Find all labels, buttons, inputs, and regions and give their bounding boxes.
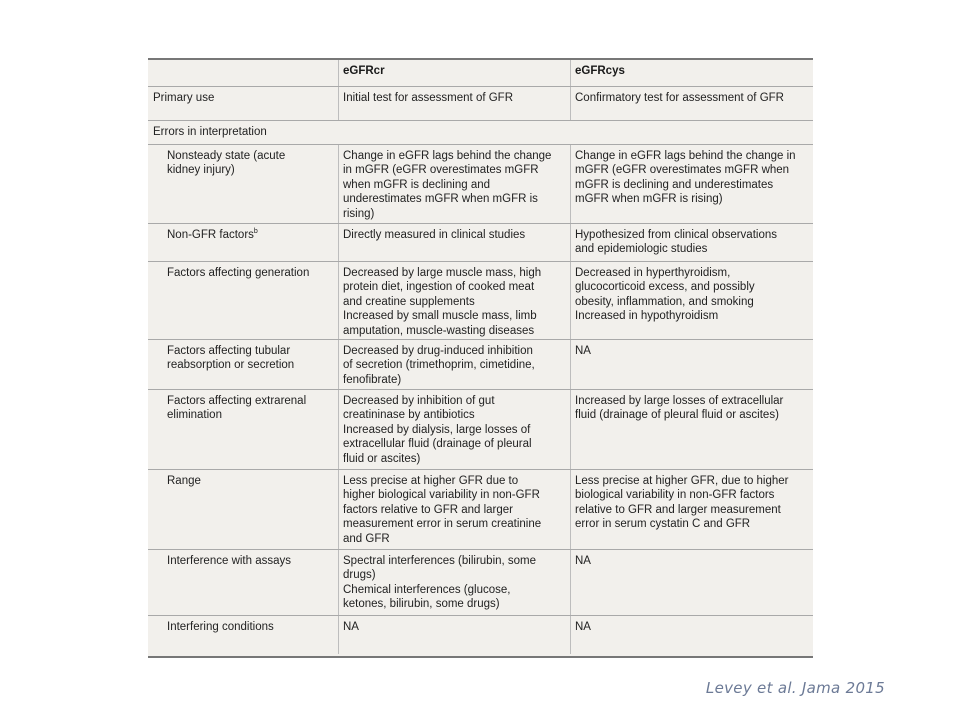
table-row	[148, 390, 813, 470]
row-egfrcr: Decreased by inhibition of gut creatininase by antibiotics Increased by dialysis, large losses of extracellular fluid (drainage of pleural fluid or ascites)	[338, 390, 570, 469]
row-egfrcr: Directly measured in clinical studies	[338, 224, 570, 261]
footnote-marker: b	[253, 228, 258, 236]
section-label: Errors in interpretation	[153, 126, 267, 138]
table-row	[148, 340, 813, 390]
row-egfrcr: Decreased by large muscle mass, high protein diet, ingestion of cooked meat and creatine supplements Increased by small muscle mass, limb amputation, muscle-wasting diseases	[338, 262, 570, 339]
row-label	[148, 224, 338, 261]
section-row	[148, 121, 813, 145]
table-row	[148, 470, 813, 550]
table-row	[148, 550, 813, 616]
table-row	[148, 224, 813, 262]
primary-use-egfrcys: Confirmatory test for assessment of GFR	[570, 87, 813, 120]
row-label: Factors affecting generation	[167, 267, 310, 279]
row-egfrcr: Spectral interferences (bilirubin, some drugs) Chemical interferences (glucose, ketones, bilirubin, some drugs)	[338, 550, 570, 615]
row-label: Interference with assays	[167, 555, 292, 567]
row-egfrcys: Less precise at higher GFR, due to higher biological variability in non-GFR factors relative to GFR and larger measurement error in serum cystatin C and GFR	[570, 470, 813, 549]
row-egfrcr: Less precise at higher GFR due to higher biological variability in non-GFR factors relative to GFR and larger measurement error in serum creatinine and GFR	[338, 470, 570, 549]
row-egfrcys: NA	[570, 616, 813, 654]
table-header-row	[148, 60, 813, 87]
comparison-table	[148, 58, 813, 658]
table-row	[148, 262, 813, 340]
row-egfrcr: NA	[338, 616, 570, 654]
row-egfrcys: Increased by large losses of extracellular fluid (drainage of pleural fluid or ascites)	[570, 390, 813, 469]
row-label-text: Non-GFR factors	[167, 229, 254, 241]
row-label: Factors affecting tubular reabsorption or secretion	[167, 345, 295, 372]
table-row	[148, 145, 813, 224]
row-label: Factors affecting extrarenal elimination	[167, 395, 307, 422]
row-egfrcr: Decreased by drug-induced inhibition of secretion (trimethoprim, cimetidine, fenofibrate)	[338, 340, 570, 389]
row-egfrcys: Decreased in hyperthyroidism, glucocorticoid excess, and possibly obesity, inflammation, and smoking Increased in hypothyroidism	[570, 262, 813, 339]
row-egfrcys: Hypothesized from clinical observations and epidemiologic studies	[570, 224, 813, 261]
row-egfrcys: NA	[570, 340, 813, 389]
row-egfrcys: Change in eGFR lags behind the change in mGFR (eGFR overestimates mGFR when mGFR is declining and underestimates mGFR when mGFR is rising)	[570, 145, 813, 223]
row-label: Interfering conditions	[167, 621, 274, 633]
table-row	[148, 616, 813, 654]
header-egfrcys: eGFRcys	[570, 60, 813, 86]
row-label: Range	[167, 475, 201, 487]
row-egfrcys: NA	[570, 550, 813, 615]
primary-use-egfrcr: Initial test for assessment of GFR	[338, 87, 570, 120]
header-egfrcr: eGFRcr	[338, 60, 570, 86]
row-egfrcr: Change in eGFR lags behind the change in mGFR (eGFR overestimates mGFR when mGFR is declining and underestimates mGFR when mGFR is rising)	[338, 145, 570, 223]
primary-use-row	[148, 87, 813, 121]
header-blank	[148, 60, 338, 86]
primary-use-label: Primary use	[153, 92, 215, 104]
row-label: Nonsteady state (acute kidney injury)	[167, 150, 286, 177]
citation: Levey et al. Jama 2015	[705, 679, 885, 697]
